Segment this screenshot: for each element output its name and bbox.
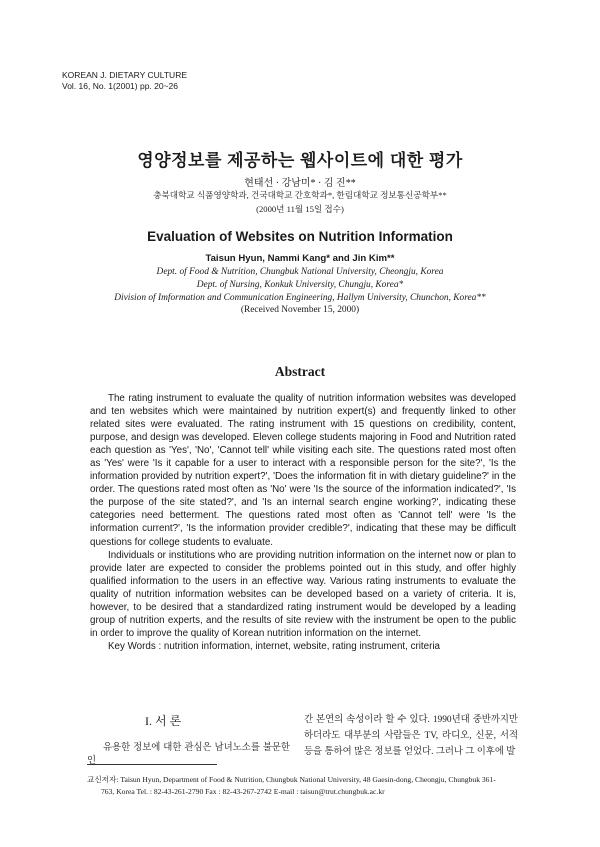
section-heading-introduction: I. 서 론 bbox=[145, 714, 182, 728]
journal-volume: Vol. 16, No. 1(2001) pp. 20~26 bbox=[62, 81, 179, 91]
abstract-paragraph-1: The rating instrument to evaluate the quality of nutrition information websites was developed and ten websites which were maintained by nutrition expert(s) and frequently linked to other related sites were evaluated. The rating instrument with 15 questions on credibility, content, purpose, and design was developed. Eleven college students majoring in Food and Nutrition rated each question as 'Yes', 'No', 'Cannot tell' while visiting each site. The questions rated most often as 'Yes' were 'Is it capable for a user to interact with a responsible person for the site?', 'Is the information provided by nutrition expert?', 'Does the information fit in with dietary guideline?' in the order. The questions rated most often as 'No' were 'Is the source of the information indicated?', 'Is the purpose of the site stated?', and 'Is an internal search engine working?', indicating these categories need betterment. The questions rated most often as 'Cannot tell' were 'Is the information current?', 'Is the information provider credible?', indicating that these may be difficult questions for college students to evaluate. bbox=[90, 393, 516, 548]
english-authors: Taisun Hyun, Nammi Kang* and Jin Kim** bbox=[205, 253, 395, 264]
body-right-column: 간 본연의 속성이라 할 수 있다. 1990년대 중반까지만 하더라도 대부분의 사람들은 TV, 라디오, 신문, 서적 등을 통하여 많은 정보를 얻었다. 그러나 그 이후에 발 bbox=[304, 715, 518, 757]
korean-title: 영양정보를 제공하는 웹사이트에 대한 평가 bbox=[137, 151, 463, 170]
korean-received-date: (2000년 11월 15일 접수) bbox=[256, 204, 344, 214]
corresponding-author-footnote bbox=[87, 774, 519, 798]
korean-affiliations: 충북대학교 식품영양학과, 건국대학교 간호학과*, 한림대학교 정보통신공학부** bbox=[153, 190, 447, 200]
footnote-line-2: 763, Korea Tel. : 82-43-261-2790 Fax : 82-43-267-2742 E-mail : taisun@trut.chungbuk.ac.kr bbox=[101, 787, 385, 796]
korean-authors: 현태선 · 강남미* · 김 진** bbox=[244, 178, 356, 189]
journal-name: KOREAN J. DIETARY CULTURE bbox=[62, 70, 188, 80]
abstract-paragraph-2: Individuals or institutions who are providing nutrition information on the internet now or plan to provide later are expected to consider the problems pointed out in this study, and offer highly qualified information to the users in an effective way. Various rating instruments to evaluate the quality of nutrition information websites can be developed based on a variety of criteria. It is, however, to be desired that a standardized rating instrument would be developed by a leading group of nutrition experts, and the results of site review with the instrument be open to the public in order to improve the quality of Korean nutrition information on the internet. bbox=[90, 549, 516, 639]
keywords: Key Words : nutrition information, internet, website, rating instrument, criteria bbox=[108, 640, 440, 652]
journal-header bbox=[62, 70, 187, 92]
affiliation-3: Division of Imformation and Communication Engineering, Hallym University, Chunchon, Korea** bbox=[114, 293, 486, 303]
english-title: Evaluation of Websites on Nutrition Information bbox=[147, 229, 453, 244]
english-received-date: (Received November 15, 2000) bbox=[240, 305, 360, 315]
affiliation-2: Dept. of Nursing, Konkuk University, Chungju, Korea* bbox=[196, 280, 404, 290]
abstract-body bbox=[90, 392, 516, 653]
footnote-divider bbox=[87, 764, 217, 765]
affiliation-1: Dept. of Food & Nutrition, Chungbuk National University, Cheongju, Korea bbox=[156, 267, 444, 277]
body-left-column: 유용한 정보에 대한 관심은 남녀노소를 불문한 인 bbox=[87, 743, 290, 766]
abstract-heading: Abstract bbox=[274, 364, 326, 379]
footnote-line-1: 교신저자: Taisun Hyun, Department of Food & Nutrition, Chungbuk National University, 48 Gaesin-dong, Cheongju, Chungbuk 361- bbox=[87, 775, 496, 784]
